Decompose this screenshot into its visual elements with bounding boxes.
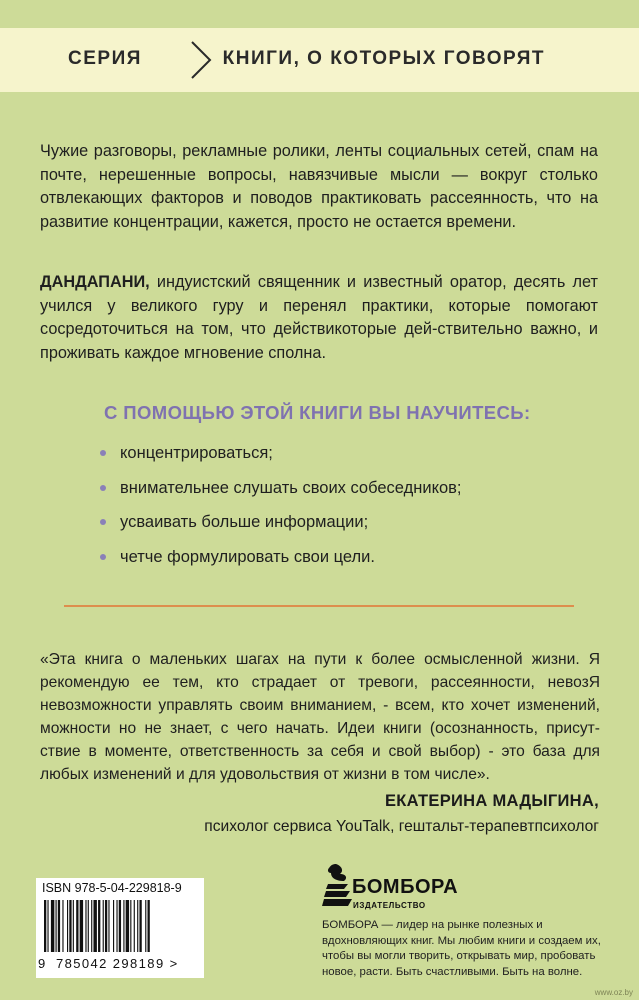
intro-paragraph: Чужие разговоры, рекламные ролики, ленты социальных сетей, спам на почте, нерешенные вопросы, навязчивые мысли — вокруг столько отвлекающих факторов и поводов практиковать рассеянность, что на развитие концентрации, кажется, просто не остается времени. (40, 142, 598, 231)
barcode-bar (103, 900, 104, 952)
barcode-bar (62, 900, 63, 952)
barcode-bar (76, 900, 78, 952)
quote-paragraph: «Эта книга о маленьких шагах на пути к более осмысленной жизни. Я рекомендую ее тем, кто страдает от тревоги, рассеянности, невозЯ невозможности управлять своим вниманием, - всем, кто хочет изменений, можности но не знает, с чего начать. Идеи книги (осознанность, присут-ствие в моменте, ответственность за себя и свой выбор) - это база для любых изменений и для удовольствия от жизни в том числе». (40, 651, 600, 783)
barcode-bar (108, 900, 109, 952)
list-item (98, 440, 462, 475)
author-name: ДАНДАПАНИ, (40, 273, 150, 291)
barcode-bar (51, 900, 54, 952)
barcode-bar (93, 900, 96, 952)
list-item (98, 475, 462, 510)
barcode-bar (67, 900, 68, 952)
quote-author: ЕКАТЕРИНА МАДЫГИНА, (384, 792, 599, 810)
author-description: индуистский священник и известный оратор, десять лет учился у великого гуру и перенял практики, которые помогают сосредоточиться на том, что действикоторые дей-ствительно важно, и проживать каждое мгновение сполна. (40, 273, 598, 362)
barcode-bar (98, 900, 100, 952)
barcode-bar (44, 900, 46, 952)
publisher-name: БОМБОРА (352, 876, 459, 898)
barcode-bar (113, 900, 114, 952)
barcode-bar (47, 900, 48, 952)
barcode-bar (137, 900, 138, 952)
list-item-text: концентрироваться; (120, 444, 273, 462)
list-item (98, 544, 462, 579)
publisher-description: БОМБОРА — лидер на рынке полезных и вдохновляющих книг. Мы любим книги и создаем их, чтобы вы могли творить, открывать мир, пробовать новое, расти. Быть счастливыми. Быть на волне. (322, 919, 601, 978)
bullet-icon (100, 554, 106, 560)
list-item-text: усваивать больше информации; (120, 513, 369, 531)
barcode-bar (119, 900, 121, 952)
bullet-icon (100, 450, 106, 456)
barcode-bar (130, 900, 131, 952)
learn-heading: С ПОМОЩЬЮ ЭТОЙ КНИГИ ВЫ НАУЧИТЕСЬ: (104, 402, 531, 423)
series-label: СЕРИЯ (68, 48, 142, 69)
barcode-bar (91, 900, 92, 952)
barcode-bar (148, 900, 150, 952)
barcode-bar (88, 900, 89, 952)
isbn-text: ISBN 978-5-04-229818-9 (42, 881, 182, 895)
barcode-bar (116, 900, 117, 952)
author-paragraph (40, 271, 598, 365)
list-item-text: четче формулировать свои цели. (120, 547, 375, 566)
barcode-bar (145, 900, 146, 952)
quote-author-role: психолог сервиса YouTalk, гештальт-терапевтпсихолог (204, 818, 599, 835)
barcode-bar (134, 900, 135, 952)
learn-list (98, 440, 462, 578)
barcode-bar (80, 900, 83, 952)
list-item-text: внимательнее слушать своих собеседников; (120, 478, 462, 497)
bombora-logo-icon (322, 862, 352, 912)
bullet-icon (100, 485, 106, 491)
barcode-bar (123, 900, 124, 952)
bullet-icon (100, 519, 106, 525)
barcode-lead-digit: 9 (38, 956, 46, 971)
chevron-right-icon (186, 38, 216, 82)
barcode-bar (69, 900, 71, 952)
barcode-bar (139, 900, 141, 952)
barcode-bar (58, 900, 60, 952)
watermark: www.oz.by (594, 988, 633, 997)
section-divider (64, 605, 574, 607)
barcode-bar (126, 900, 129, 952)
series-name: КНИГИ, О КОТОРЫХ ГОВОРЯТ (222, 48, 545, 69)
barcode-box (36, 878, 204, 978)
barcode-digits: 785042 298189 > (56, 956, 179, 971)
barcode-icon (42, 900, 198, 956)
barcode-bar (56, 900, 57, 952)
barcode-bar (105, 900, 107, 952)
publisher-subtitle: ИЗДАТЕЛЬСТВО (353, 901, 426, 910)
series-band (0, 28, 639, 92)
barcode-bar (73, 900, 74, 952)
barcode-bar (85, 900, 86, 952)
list-item (98, 509, 462, 544)
